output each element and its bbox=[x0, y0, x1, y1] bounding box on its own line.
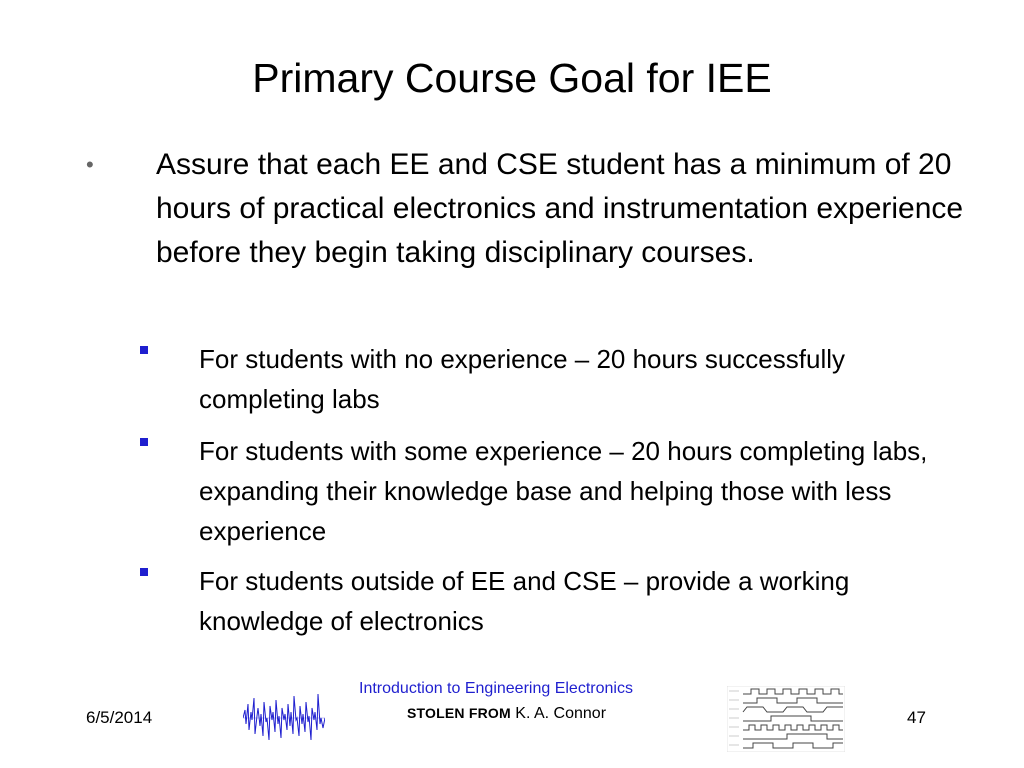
stolen-from-label: STOLEN FROM bbox=[407, 705, 511, 721]
slide-title: Primary Course Goal for IEE bbox=[252, 55, 772, 101]
footer-credit bbox=[407, 705, 606, 723]
square-bullet-icon bbox=[140, 438, 148, 446]
sub-bullet-text: For students outside of EE and CSE – provide a working knowledge of electronics bbox=[199, 566, 850, 636]
square-bullet-icon bbox=[140, 346, 148, 354]
footer-date: 6/5/2014 bbox=[86, 708, 153, 727]
page-number: 47 bbox=[907, 708, 926, 727]
author-name: K. A. Connor bbox=[515, 705, 607, 722]
footer-course-title: Introduction to Engineering Electronics bbox=[359, 680, 633, 697]
square-bullet-icon bbox=[140, 568, 148, 576]
sub-bullet-text: For students with some experience – 20 hours completing labs, expanding their knowledge base and helping those with less experience bbox=[199, 436, 928, 546]
main-bullet-dot: • bbox=[86, 152, 94, 177]
noisy-waveform-icon bbox=[243, 690, 325, 748]
sub-bullet-text: For students with no experience – 20 hours successfully completing labs bbox=[199, 344, 846, 414]
timing-diagram-icon bbox=[727, 686, 845, 752]
main-bullet-text: Assure that each EE and CSE student has a minimum of 20 hours of practical electronics and instrumentation experience before they begin taking disciplinary courses. bbox=[156, 148, 964, 269]
